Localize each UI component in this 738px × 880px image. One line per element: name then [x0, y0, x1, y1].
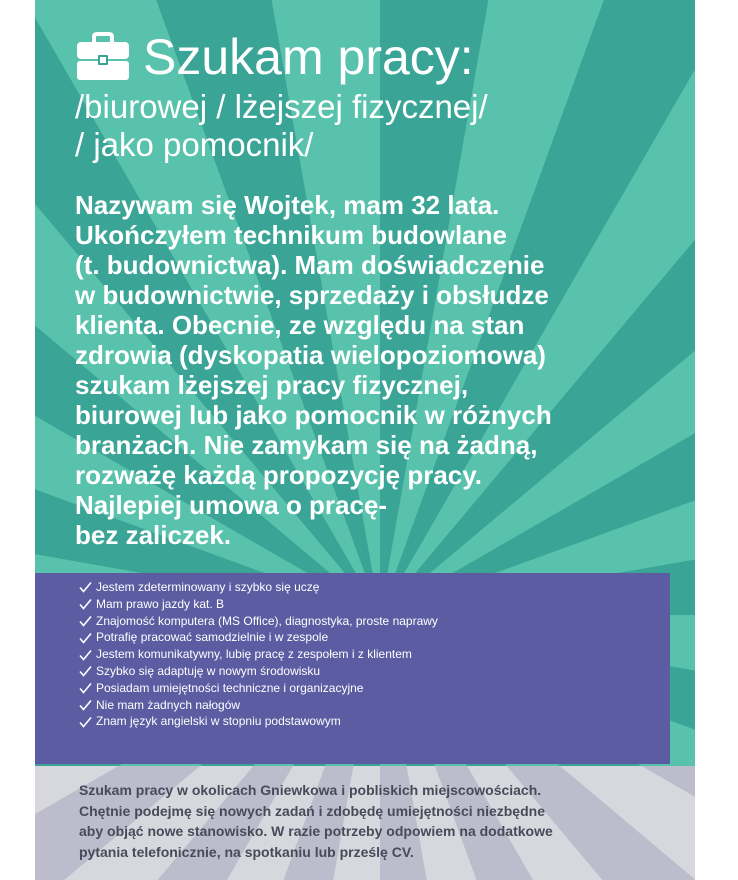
footer-line: Szukam pracy w okolicach Gniewkowa i pobliskich miejscowościach. [79, 782, 542, 798]
intro-line: rozważę każdą propozycję pracy. [75, 460, 482, 490]
skill-item [79, 596, 670, 613]
footer-line: pytania telefonicznie, na spotkaniu lub prześlę CV. [79, 843, 414, 860]
intro-line: klienta. Obecnie, ze względu na stan [75, 310, 525, 340]
page-title: Szukam pracy: [143, 29, 474, 85]
skill-item [79, 579, 670, 596]
skills-list [35, 573, 670, 730]
checkmark-icon [79, 615, 92, 627]
checkmark-icon [79, 649, 92, 661]
intro-line: Nazywam się Wojtek, mam 32 lata. [75, 190, 500, 220]
checkmark-icon [79, 682, 92, 694]
intro-line: zdrowia (dyskopatia wielopoziomowa) [75, 340, 546, 370]
skill-item [79, 629, 670, 646]
intro-line: branżach. Nie zamykam się na żadną, [75, 430, 538, 460]
subtitle-line-2: / jako pomocnik/ [75, 126, 314, 163]
skill-item [79, 613, 670, 630]
checkmark-icon [79, 581, 92, 593]
skill-item [79, 680, 670, 697]
footer-line: aby objąć nowe stanowisko. W razie potrzeby odpowiem na dodatkowe [79, 823, 553, 839]
title-row [75, 26, 675, 88]
skill-text: Nie mam żadnych nałogów [96, 697, 241, 712]
checkmark-icon [79, 716, 92, 728]
intro-line: (t. budownictwa). Mam doświadczenie [75, 250, 545, 280]
footer-line: Chętnie podejmę się nowych zadań i zdobędę umiejętności niezbędne [79, 802, 545, 819]
intro-line: bez zaliczek. [75, 520, 232, 550]
skills-panel [35, 573, 670, 764]
skill-text: Znajomość komputera (MS Office), diagnostyka, proste naprawy [96, 613, 438, 628]
skill-text: Jestem komunikatywny, lubię pracę z zespołem i z klientem [96, 647, 412, 662]
skill-item [79, 663, 670, 680]
job-seeking-poster [35, 0, 695, 880]
intro-line: szukam lżejszej pracy fizycznej, [75, 370, 469, 400]
intro-text [75, 190, 675, 550]
checkmark-icon [79, 665, 92, 677]
footer-text [79, 780, 659, 862]
skill-item [79, 713, 670, 730]
checkmark-icon [79, 598, 92, 610]
skill-text: Znam język angielski w stopniu podstawowym [96, 714, 341, 729]
skill-item [79, 646, 670, 663]
skill-text: Szybko się adaptuję w nowym środowisku [96, 663, 321, 678]
skill-text: Potrafię pracować samodzielnie i w zespole [96, 630, 329, 645]
checkmark-icon [79, 632, 92, 644]
skill-text: Jestem zdeterminowany i szybko się uczę [96, 580, 320, 594]
intro-line: Ukończyłem technikum budowlane [75, 220, 507, 250]
intro-line: w budownictwie, sprzedaży i obsłudze [75, 280, 549, 310]
checkmark-icon [79, 699, 92, 711]
header [75, 26, 675, 164]
skill-item [79, 697, 670, 714]
intro-line: Najlepiej umowa o pracę- [75, 490, 388, 520]
intro-line: biurowej lub jako pomocnik w różnych [75, 400, 552, 430]
skill-text: Posiadam umiejętności techniczne i organizacyjne [96, 680, 364, 695]
subtitle-line-1: /biurowej / lżejszej fizycznej/ [75, 88, 488, 125]
briefcase-icon [75, 32, 131, 82]
skill-text: Mam prawo jazdy kat. B [96, 596, 225, 611]
